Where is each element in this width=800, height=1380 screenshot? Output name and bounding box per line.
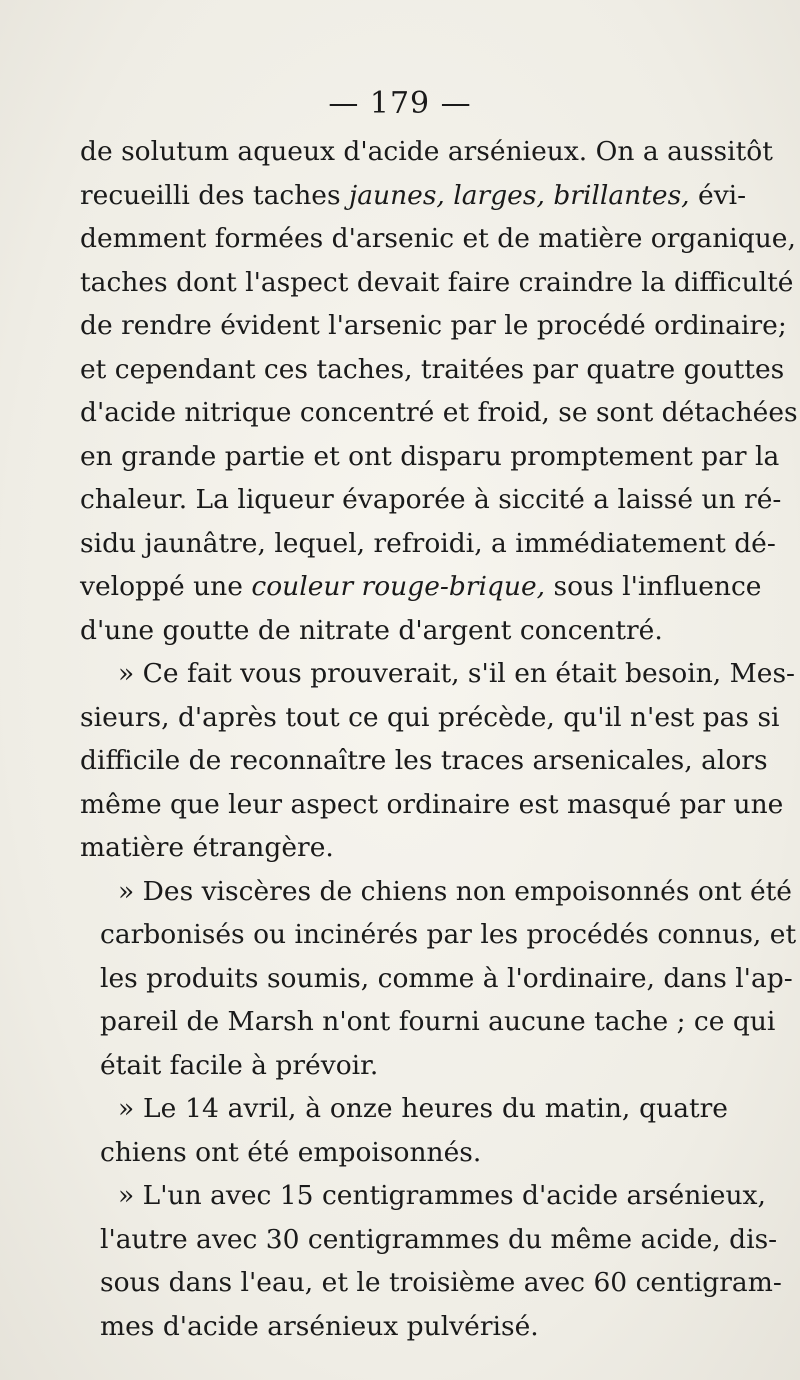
text-line bbox=[80, 391, 798, 435]
text-line bbox=[80, 1000, 776, 1044]
text-segment: demment formées d'arsenic et de matière organique, bbox=[80, 223, 796, 254]
text-segment: matière étrangère. bbox=[80, 832, 334, 863]
text-line bbox=[80, 957, 793, 1001]
text-segment: mes d'acide arsénieux pulvérisé. bbox=[100, 1310, 539, 1342]
text-line bbox=[80, 1174, 766, 1218]
text-line bbox=[80, 435, 780, 479]
text-segment: d'une goutte de nitrate d'argent concentré. bbox=[80, 614, 663, 646]
text-segment: carbonisés ou incinérés par les procédés connus, et bbox=[100, 919, 797, 950]
text-segment: pareil de Marsh n'ont fourni aucune tache ; ce qui bbox=[100, 1006, 776, 1037]
italic-text: couleur rouge-brique, bbox=[251, 571, 546, 602]
text-line bbox=[80, 1131, 728, 1175]
text-line bbox=[80, 261, 794, 305]
italic-text: jaunes, larges, brillantes, bbox=[349, 179, 690, 211]
text-segment: sous dans l'eau, et le troisième avec 60 centigram- bbox=[100, 1267, 782, 1298]
text-segment: même que leur aspect ordinaire est masqué par une bbox=[80, 788, 784, 820]
text-line bbox=[80, 130, 773, 174]
text-segment: veloppé une bbox=[80, 571, 252, 602]
text-line bbox=[80, 522, 776, 566]
text-segment: évi- bbox=[689, 179, 747, 211]
text-segment: recueilli des taches bbox=[80, 179, 349, 211]
text-segment: » Le 14 avril, à onze heures du matin, quatre bbox=[118, 1093, 728, 1124]
text-line bbox=[80, 304, 787, 348]
text-segment: difficile de reconnaître les traces arsenicales, alors bbox=[80, 745, 768, 776]
text-line bbox=[80, 696, 780, 740]
text-line bbox=[80, 609, 728, 653]
text-line bbox=[80, 652, 796, 696]
text-line bbox=[80, 913, 797, 957]
body-text bbox=[80, 130, 798, 1348]
text-segment: » Des viscères de chiens non empoisonnés ont été bbox=[118, 875, 792, 907]
page-number-header: — 179 — bbox=[328, 86, 472, 121]
text-segment: taches dont l'aspect devait faire craindre la difficulté bbox=[80, 266, 794, 298]
text-segment: chaleur. La liqueur évaporée à siccité a laissé un ré- bbox=[80, 484, 782, 515]
text-line bbox=[80, 478, 782, 522]
text-line bbox=[80, 217, 796, 261]
text-line bbox=[80, 1044, 728, 1088]
text-segment: de solutum aqueux d'acide arsénieux. On a aussitôt bbox=[80, 136, 773, 167]
text-line bbox=[80, 348, 785, 392]
text-segment: les produits soumis, comme à l'ordinaire, dans l'ap- bbox=[100, 962, 793, 994]
text-segment: » Ce fait vous prouverait, s'il en était besoin, Mes- bbox=[118, 658, 796, 689]
text-segment: était facile à prévoir. bbox=[100, 1049, 379, 1081]
text-segment: en grande partie et ont disparu promptement par la bbox=[80, 440, 780, 472]
text-segment: sidu jaunâtre, lequel, refroidi, a immédiatement dé- bbox=[80, 527, 776, 559]
text-line bbox=[80, 174, 747, 218]
text-line bbox=[80, 783, 784, 827]
text-segment: sous l'influence bbox=[545, 571, 762, 602]
text-line bbox=[80, 1261, 782, 1305]
text-segment: chiens ont été empoisonnés. bbox=[100, 1136, 482, 1168]
text-segment: d'acide nitrique concentré et froid, se sont détachées bbox=[80, 397, 798, 428]
text-line bbox=[80, 565, 762, 609]
text-line bbox=[80, 1087, 728, 1131]
text-segment: de rendre évident l'arsenic par le procédé ordinaire; bbox=[80, 310, 787, 341]
text-segment: l'autre avec 30 centigrammes du même acide, dis- bbox=[100, 1223, 778, 1255]
text-line bbox=[80, 1305, 728, 1349]
text-segment: et cependant ces taches, traitées par quatre gouttes bbox=[80, 353, 785, 385]
text-line bbox=[80, 826, 728, 870]
text-segment: » L'un avec 15 centigrammes d'acide arsénieux, bbox=[118, 1180, 766, 1211]
text-line bbox=[80, 739, 768, 783]
text-segment: sieurs, d'après tout ce qui précède, qu'il n'est pas si bbox=[80, 701, 780, 733]
text-line bbox=[80, 1218, 778, 1262]
text-line bbox=[80, 870, 792, 914]
